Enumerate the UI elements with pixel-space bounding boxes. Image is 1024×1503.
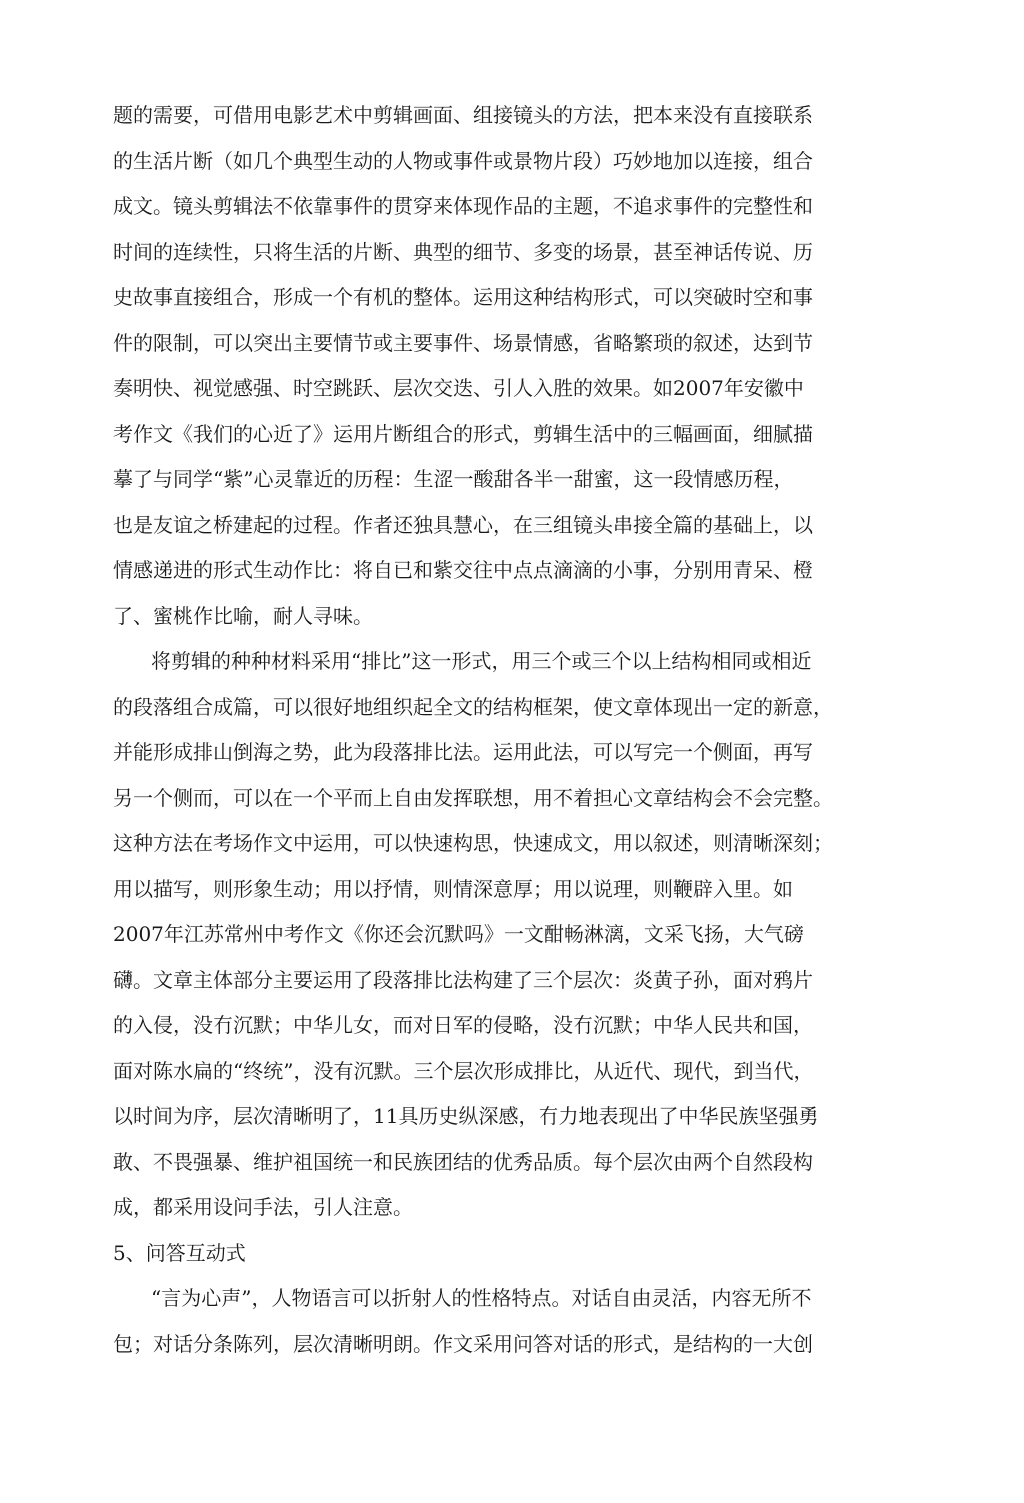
text-line: 史故事直接组合，形成一个有机的整体。运用这种结构形式，可以突破时空和事 bbox=[113, 285, 813, 309]
text-line: 面对陈水扁的“终统”，没有沉默。三个层次形成排比，从近代、现代，到当代， bbox=[113, 1058, 814, 1083]
text-line: 用以描写，则形象生动；用以抒情，则情深意厚；用以说理，则鞭辟入里。如 bbox=[113, 876, 793, 901]
text-line: 另一个侧而，可以在一个平而上自由发挥联想，用不着担心文章结构会不会完整。 bbox=[113, 785, 833, 810]
text-line: 了、蜜桃作比喻，耐人寻味。 bbox=[113, 603, 373, 628]
text-line: 奏明快、视觉感强、时空跳跃、层次交迭、引人入胜的效果。如2007年安徽中 bbox=[113, 376, 804, 400]
text-line: 的段落组合成篇，可以很好地组织起全文的结构框架，使文章体现出一定的新意， bbox=[113, 694, 833, 719]
text-line: 并能形成排山倒海之势，此为段落排比法。运用此法，可以写完一个侧面，再写 bbox=[113, 740, 813, 764]
text-line: 件的限制，可以突出主要情节或主要事件、场景情感，省略繁琐的叙述，达到节 bbox=[113, 330, 813, 355]
paragraph-first-line: “言为心声”，人物语言可以折射人的性格特点。对话自由灵活，内容无所不 bbox=[151, 1286, 812, 1310]
section-heading: 5、问答互动式 bbox=[113, 1240, 246, 1265]
paragraph-first-line: 将剪辑的种种材料采用“排比”这一形式，用三个或三个以上结构相同或相近 bbox=[151, 649, 812, 673]
text-line: 敢、不畏强暴、维护祖国统一和民族团结的优秀品质。每个层次由两个自然段构 bbox=[113, 1149, 813, 1174]
text-line: 成，都采用设问手法，引人注意。 bbox=[113, 1195, 413, 1219]
text-line: 以时间为序，层次清晰明了，11具历史纵深感，冇力地表现出了中华民族坚强勇 bbox=[113, 1104, 819, 1128]
text-line: 情感递进的形式生动作比：将自已和紫交往中点点滴滴的小事，分别用青呆、橙 bbox=[113, 558, 813, 582]
text-line: 也是友谊之桥建起的过程。作者还独具慧心，在三组镜头串接全篇的基础上，以 bbox=[113, 512, 813, 537]
text-line: 的入侵，没冇沉默；中华儿女，而对日军的侵略，没冇沉默；中华人民共和国， bbox=[113, 1013, 813, 1037]
text-line: 这种方法在考场作文中运用，可以快速构思，快速成文，用以叙述，则清晰深刻； bbox=[113, 831, 833, 855]
text-line: 题的需要，可借用电影艺术中剪辑画面、组接镜头的方法，把本来没有直接联系 bbox=[113, 103, 813, 127]
body-text bbox=[113, 97, 873, 1371]
text-line: 包；对话分条陈列，层次清晰明朗。作文采用问答对话的形式，是结构的一大创 bbox=[113, 1331, 813, 1356]
text-line: 摹了与同学“紫”心灵靠近的历程：生涩一酸甜各半一甜蜜，这一段情感历程， bbox=[113, 467, 794, 491]
text-line: 时间的连续性，只将生活的片断、典型的细节、多变的场景，甚至神话传说、历 bbox=[113, 239, 813, 264]
text-line: 成文。镜头剪辑法不依靠事件的贯穿来体现作品的主题，不追求事件的完整性和 bbox=[113, 194, 813, 218]
text-line: 2007年江苏常州中考作文《你还会沉默吗》一文酣畅淋漓，文采飞扬，大气磅 bbox=[113, 922, 804, 946]
text-line: 考作文《我们的心近了》运用片断组合的形式，剪辑生活中的三幅画面，细腻描 bbox=[113, 421, 813, 446]
text-line: 礴。文章主体部分主要运用了段落排比法构建了三个层次：炎黄子孙，面对鸦片 bbox=[113, 967, 813, 992]
text-line: 的生活片断（如几个典型生动的人物或事件或景物片段）巧妙地加以连接，组合 bbox=[113, 148, 813, 173]
